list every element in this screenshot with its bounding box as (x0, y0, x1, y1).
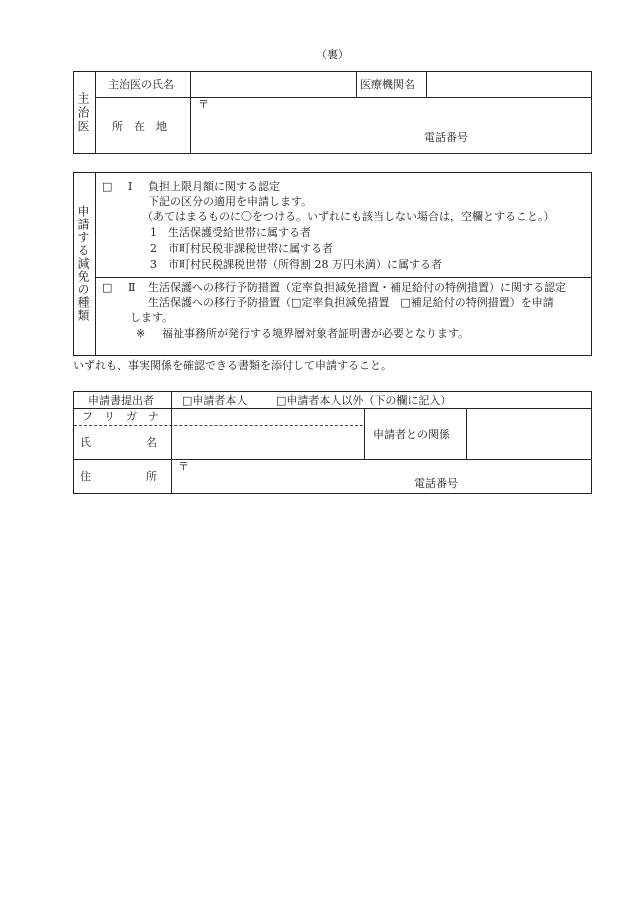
submitter-phone-label: 電話番号 (414, 477, 458, 490)
furigana-label: フ リ ガ ナ (82, 410, 159, 423)
option2-numeral: Ⅱ (128, 281, 136, 294)
option1-item-num: 1 (150, 226, 157, 239)
doctor-name-field[interactable] (191, 72, 355, 96)
relation-label: 申請者との関係 (373, 428, 450, 441)
attachment-note: いずれも、事実関係を確認できる書類を添付して申請すること。 (73, 359, 392, 372)
submitter-postal-mark: 〒 (178, 460, 189, 473)
option2-checkbox[interactable]: □ (102, 281, 113, 294)
option2-title: 生活保護への移行予防措置（定率負担減免措置・補足給付の特例措置）に関する認定 (148, 281, 566, 294)
relation-field[interactable] (467, 409, 591, 458)
submitter-self-checkbox[interactable]: □申請者本人 (182, 394, 248, 407)
option2-note-mark: ※ (136, 327, 146, 340)
option1-item-num: 3 (150, 258, 157, 271)
option1-line1: 下記の区分の適用を申請します。 (148, 195, 313, 208)
option2-note: 福祉事務所が発行する境界層対象者証明書が必要となります。 (162, 327, 470, 340)
reduction-side-label: 申請する減免の種類 (76, 205, 90, 322)
page-header: （裏） (316, 48, 349, 61)
doctor-address-field[interactable] (191, 98, 591, 153)
option1-item-text[interactable]: 市町村民税課税世帯（所得割 28 万円未満）に属する者 (168, 258, 442, 271)
institution-label: 医療機関名 (360, 78, 415, 91)
furigana-field[interactable] (172, 409, 363, 424)
submitter-address-label: 住 所 (80, 470, 157, 483)
doctor-postal-mark: 〒 (198, 98, 209, 111)
option1-item-text[interactable]: 生活保護受給世帯に属する者 (168, 226, 311, 239)
doctor-phone-label: 電話番号 (424, 131, 468, 144)
submitter-name-field[interactable] (172, 426, 363, 458)
submitter-other-checkbox[interactable]: □申請者本人以外（下の欄に記入） (276, 394, 452, 407)
option1-numeral: Ⅰ (128, 180, 133, 193)
institution-field[interactable] (427, 72, 591, 96)
doctor-address-label: 所 在 地 (112, 120, 167, 133)
option1-checkbox[interactable]: □ (102, 180, 113, 193)
option1-line2: （あてはまるものに〇をつける。いずれにも該当しない場合は，空欄とすること。） (142, 210, 555, 223)
submitter-address-field[interactable] (172, 460, 591, 493)
option2-line2: します。 (130, 311, 174, 324)
option1-item-num: 2 (150, 242, 157, 255)
submitter-label: 申請書提出者 (88, 394, 154, 407)
doctor-name-label: 主治医の氏名 (108, 78, 174, 91)
option1-title: 負担上限月額に関する認定 (148, 180, 280, 193)
option2-line1: 生活保護への移行予防措置（□定率負担減免措置 □補足給付の特例措置）を申請 (148, 296, 554, 309)
doctor-side-label: 主治医 (76, 92, 90, 134)
submitter-name-label: 氏 名 (80, 436, 157, 449)
option1-item-text[interactable]: 市町村民税非課税世帯に属する者 (168, 242, 333, 255)
